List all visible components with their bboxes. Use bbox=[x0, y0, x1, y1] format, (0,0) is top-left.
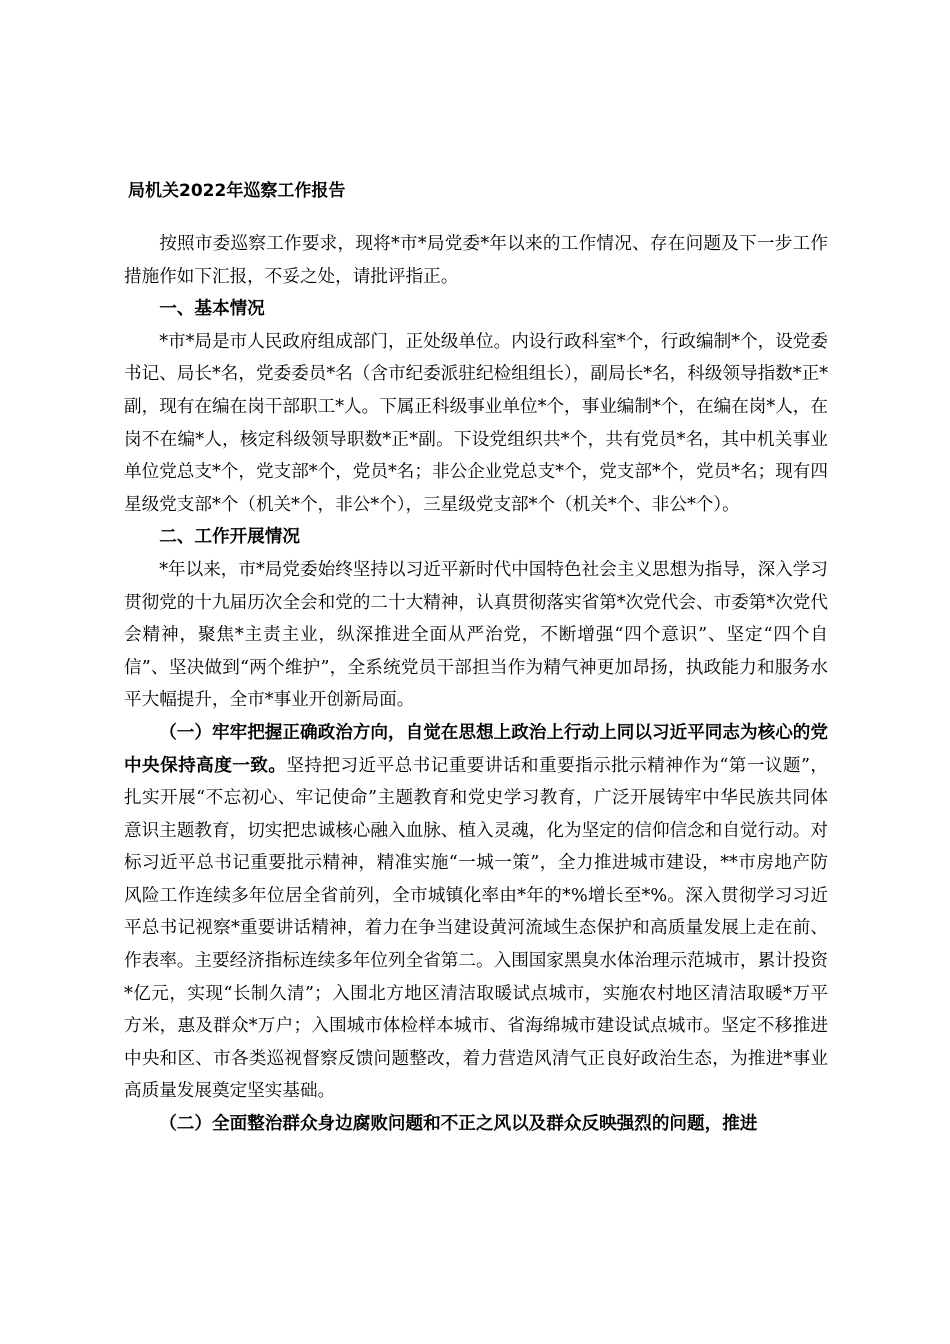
document-title: 局机关2022年巡察工作报告 bbox=[128, 181, 346, 201]
section-2-heading: 二、工作开展情况 bbox=[159, 527, 300, 548]
section-2-paragraph: *年以来，市*局党委始终坚持以习近平新时代中国特色社会主义思想为指导，深入学习贯彻党的十九届历次全会和党的二十大精神，认真贯彻落实省第*次党代会、市委第*次党代会精神，聚焦*主责主业，纵深推进全面从严治党，不断增强“四个意识”、坚定“四个自信”、坚决做到“两个维护”，全系统党员干部担当作为精气神更加昂扬，执政能力和服务水平大幅提升，全市*事业开创新局面。 bbox=[124, 559, 828, 711]
section-1-heading: 一、基本情况 bbox=[159, 299, 265, 320]
section-1-paragraph: *市*局是市人民政府组成部门，正处级单位。内设行政科室*个，行政编制*个，设党委书记、局长*名，党委委员*名（含市纪委派驻纪检组组长），副局长*名，科级领导指数*正*副，现有在编在岗干部职工*人。下属正科级事业单位*个，事业编制*个，在编在岗*人，在岗不在编*人，核定科级领导职数*正*副。下设党组织共*个，共有党员*名，其中机关事业单位党总支*个，党支部*个，党员*名；非公企业党总支*个，党支部*个，党员*名；现有四星级党支部*个（机关*个，非公*个），三星级党支部*个（机关*个、非公*个）。 bbox=[124, 331, 828, 515]
document-body bbox=[124, 228, 828, 1141]
subsection-2-paragraph bbox=[124, 1108, 828, 1141]
subsection-1-text: 坚持把习近平总书记重要讲话和重要指示批示精神作为“第一议题”，扎实开展“不忘初心、牢记使命”主题教育和党史学习教育，广泛开展铸牢中华民族共同体意识主题教育，切实把忠诚核心融入血脉、植入灵魂，化为坚定的信仰信念和自觉行动。对标习近平总书记重要批示精神，精准实施“一城一策”，全力推进城市建设，**市房地产防风险工作连续多年位居全省前列，全市城镇化率由*年的*%增长至*%。深入贯彻学习习近平总书记视察*重要讲话精神，着力在争当建设黄河流域生态保护和高质量发展上走在前、作表率。主要经济指标连续多年位列全省第二。入围国家黑臭水体治理示范城市，累计投资*亿元，实现“长制久清”；入围北方地区清洁取暖试点城市，实施农村地区清洁取暖*万平方米，惠及群众*万户；入围城市体检样本城市、省海绵城市建设试点城市。坚定不移推进中央和区、市各类巡视督察反馈问题整改，着力营造风清气正良好政治生态，为推进*事业高质量发展奠定坚实基础。 bbox=[124, 755, 828, 1102]
intro-paragraph: 按照市委巡察工作要求，现将*市*局党委*年以来的工作情况、存在问题及下一步工作措施作如下汇报，不妥之处，请批评指正。 bbox=[124, 234, 828, 287]
subsection-2-lead: （二）全面整治群众身边腐败问题和不正之风以及群众反映强烈的问题，推进 bbox=[159, 1114, 758, 1135]
subsection-1-paragraph bbox=[124, 717, 828, 1108]
subsection-1-lead: （一）牢牢把握正确政治方向，自觉在思想上政治上行动上同以习近平同志为核心的党中央保持高度一致。 bbox=[124, 722, 828, 776]
